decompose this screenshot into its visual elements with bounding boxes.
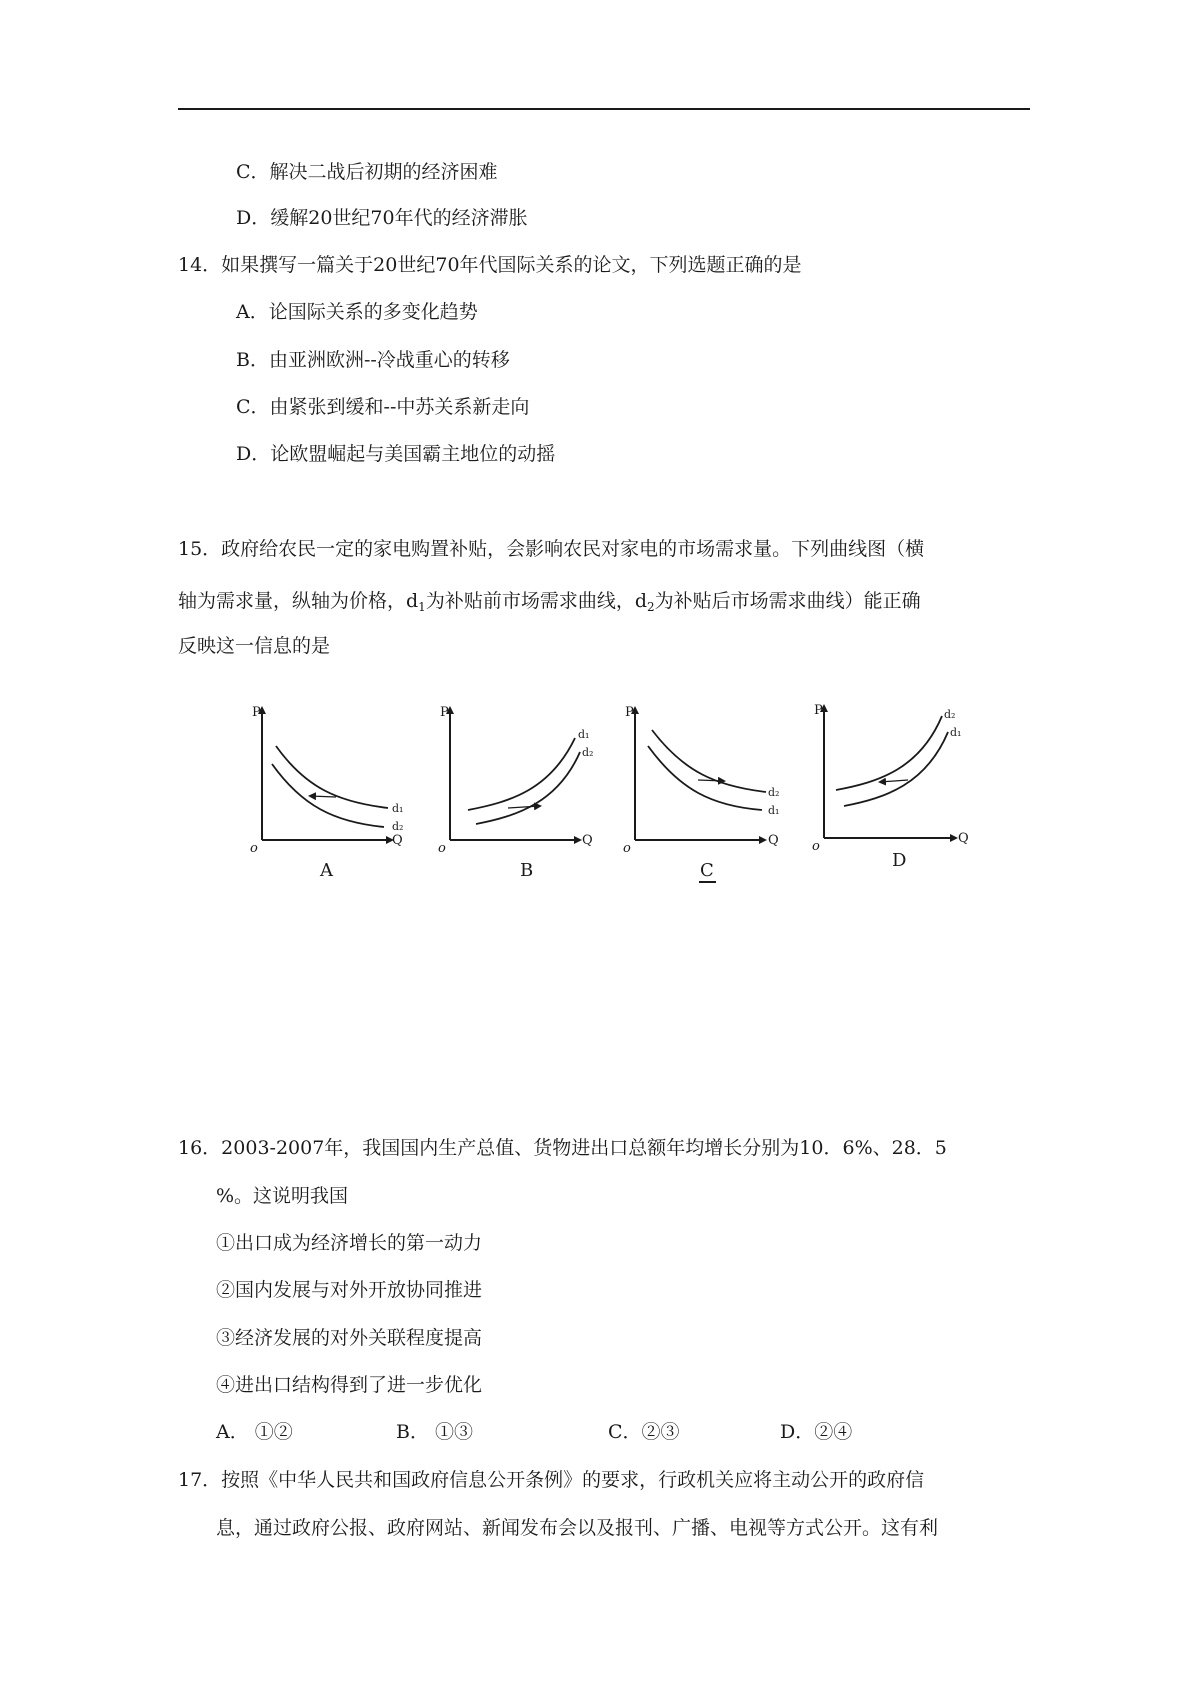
- q16-choice-d: D．②④: [780, 1421, 853, 1443]
- graph-d-caption: D: [892, 850, 907, 871]
- graph-d: [812, 703, 969, 871]
- graph-c-axis-q: Q: [768, 833, 779, 848]
- q16-line2: %。这说明我国: [216, 1185, 349, 1207]
- graph-d-shift-arrow: [880, 780, 908, 782]
- graph-d-lower-curve: [844, 732, 948, 806]
- graph-c-shift-arrow: [698, 780, 724, 781]
- graph-b-origin: o: [438, 841, 446, 856]
- q16-line1: 16．2003-2007年，我国国内生产总值、货物进出口总额年均增长分别为10．6%、28．5: [178, 1137, 947, 1159]
- q15-subscript-1: 1: [418, 600, 426, 614]
- q16-item-1: ①出口成为经济增长的第一动力: [216, 1232, 483, 1254]
- graph-b-lower-label: d₂: [582, 746, 594, 759]
- graph-b-caption: B: [520, 860, 534, 881]
- graph-c-lower-label: d₁: [768, 804, 780, 817]
- q16-item-4: ④进出口结构得到了进一步优化: [216, 1374, 483, 1396]
- graph-c-caption: C: [700, 860, 714, 881]
- q14-option-a: A．论国际关系的多变化趋势: [236, 301, 478, 323]
- q17-line1: 17．按照《中华人民共和国政府信息公开条例》的要求，行政机关应将主动公开的政府信: [178, 1469, 925, 1491]
- q14-option-b: B．由亚洲欧洲--冷战重心的转移: [236, 349, 510, 371]
- graph-d-lower-label: d₁: [950, 726, 962, 739]
- graph-a-shift-arrow: [310, 796, 336, 797]
- graph-b-shift-arrow: [508, 806, 540, 808]
- graph-d-axis-q: Q: [958, 831, 969, 846]
- q15-line1: 15．政府给农民一定的家电购置补贴，会影响农民对家电的市场需求量。下列曲线图（横: [178, 538, 925, 560]
- graph-c-origin: o: [623, 841, 631, 856]
- q13-option-c: C．解决二战后初期的经济困难: [236, 161, 498, 183]
- graph-a-upper-label: d₁: [392, 802, 404, 815]
- graph-b-axis-q: Q: [582, 833, 593, 848]
- q16-choice-c: C．②③: [608, 1421, 680, 1443]
- graph-c: [623, 705, 779, 882]
- q15-line3: 反映这一信息的是: [178, 635, 331, 657]
- graph-a-upper-curve: [276, 746, 388, 808]
- graph-c-lower-curve: [648, 746, 762, 810]
- graph-b-upper-label: d₁: [578, 728, 590, 741]
- q14-stem: 14．如果撰写一篇关于20世纪70年代国际关系的论文，下列选题正确的是: [178, 254, 802, 276]
- graph-a-origin: o: [250, 841, 258, 856]
- q15-line2-part2: 为补贴前市场需求曲线，d: [425, 590, 647, 612]
- graph-a-axis-q: Q: [392, 833, 403, 848]
- q16-item-3: ③经济发展的对外关联程度提高: [216, 1327, 483, 1349]
- graph-c-upper-curve: [652, 730, 766, 792]
- q16-choice-b: B． ①③: [396, 1421, 474, 1443]
- q15-subscript-2: 2: [646, 600, 655, 614]
- q17-line2: 息，通过政府公报、政府网站、新闻发布会以及报刊、广播、电视等方式公开。这有利: [216, 1517, 939, 1539]
- q15-line2-part1: 轴为需求量，纵轴为价格，d: [178, 590, 419, 612]
- graph-a-caption: A: [320, 860, 333, 881]
- q14-option-d: D．论欧盟崛起与美国霸主地位的动摇: [236, 443, 556, 465]
- q16-item-2: ②国内发展与对外开放协同推进: [216, 1279, 483, 1301]
- graph-d-upper-curve: [836, 716, 942, 790]
- graph-d-axis-p: P: [814, 703, 823, 718]
- graph-b-axis-p: P: [440, 705, 449, 720]
- q16-choice-a: A． ①②: [216, 1421, 293, 1443]
- q13-option-d: D．缓解20世纪70年代的经济滞胀: [236, 207, 528, 229]
- graph-a-axis-p: P: [252, 705, 261, 720]
- graph-c-upper-label: d₂: [768, 786, 780, 799]
- header-rule: [178, 108, 1030, 110]
- q14-option-c: C．由紧张到缓和--中苏关系新走向: [236, 396, 530, 418]
- q15-line2-part3: 为补贴后市场需求曲线）能正确: [654, 590, 921, 612]
- q15-line2: [178, 589, 921, 619]
- graph-b: [438, 705, 593, 881]
- graph-c-axis-p: P: [625, 705, 634, 720]
- graph-a: [250, 705, 403, 881]
- graph-b-lower-curve: [476, 752, 580, 824]
- graph-b-upper-curve: [468, 738, 575, 810]
- graph-a-lower-label: d₂: [392, 820, 404, 833]
- graph-a-lower-curve: [272, 764, 384, 827]
- graph-d-upper-label: d₂: [944, 708, 956, 721]
- graph-d-origin: o: [812, 839, 820, 854]
